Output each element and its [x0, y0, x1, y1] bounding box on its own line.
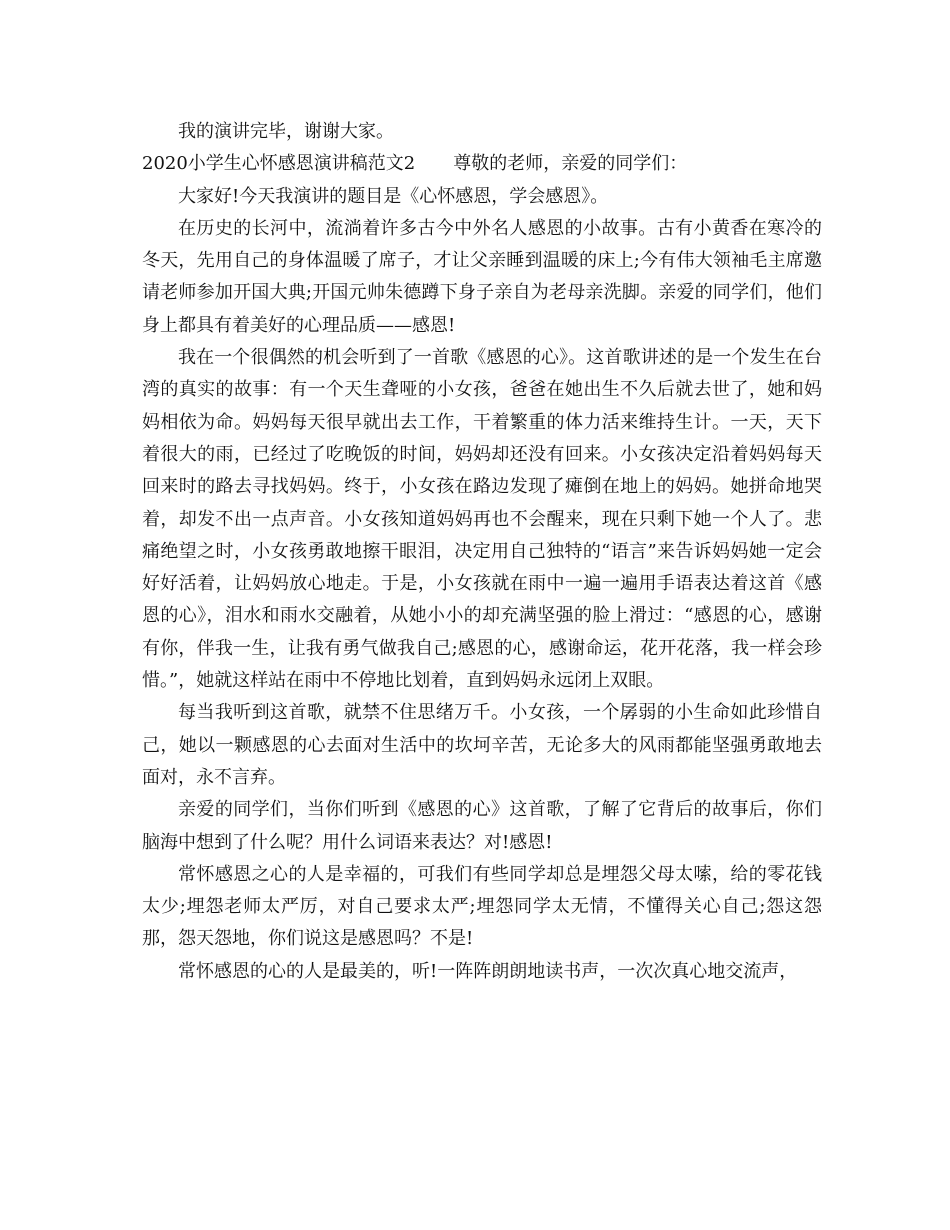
speech-heading-line	[142, 148, 822, 180]
paragraph-question: 亲爱的同学们，当你们听到《感恩的心》这首歌，了解了它背后的故事后，你们脑海中想到了什么呢？用什么词语来表达？对!感恩!	[142, 799, 822, 853]
paragraph-history: 在历史的长河中，流淌着许多古今中外名人感恩的小故事。古有小黄香在寒冷的冬天，先用自己的身体温暖了席子，才让父亲睡到温暖的床上;今有伟大领袖毛主席邀请老师参加开国大典;开国元帅朱德蹲下身子亲自为老母亲洗脚。亲爱的同学们，他们身上都具有着美好的心理品质——感恩!	[142, 217, 822, 336]
paragraph-reflection: 每当我听到这首歌，就禁不住思绪万千。小女孩，一个孱弱的小生命如此珍惜自己，她以一颗感恩的心去面对生活中的坎坷辛苦，无论多大的风雨都能坚强勇敢地去面对，永不言弃。	[142, 702, 822, 788]
document-body	[142, 116, 822, 988]
closing-line: 我的演讲完毕，谢谢大家。	[178, 121, 394, 142]
speech-title: 2020小学生心怀感恩演讲稿范文2	[142, 153, 416, 175]
paragraph-complaints: 常怀感恩之心的人是幸福的，可我们有些同学却总是埋怨父母太嗦，给的零花钱太少;埋怨老师太严厉，对自己要求太严;埋怨同学太无情，不懂得关心自己;怨这怨那，怨天怨地，你们说这是感恩吗？不是!	[142, 863, 822, 950]
speech-greeting: 尊敬的老师，亲爱的同学们：	[453, 153, 688, 175]
paragraph-intro: 大家好!今天我演讲的题目是《心怀感恩，学会感恩》。	[178, 185, 609, 207]
paragraph-song-story: 我在一个很偶然的机会听到了一首歌《感恩的心》。这首歌讲述的是一个发生在台湾的真实的故事：有一个天生聋哑的小女孩，爸爸在她出生不久后就去世了，她和妈妈相依为命。妈妈每天很早就出去工作，干着繁重的体力活来维持生计。一天，天下着很大的雨，已经过了吃晚饭的时间，妈妈却还没有回来。小女孩决定沿着妈妈每天回来时的路去寻找妈妈。终于，小女孩在路边发现了瘫倒在地上的妈妈。她拼命地哭着，却发不出一点声音。小女孩知道妈妈再也不会醒来，现在只剩下她一个人了。悲痛绝望之时，小女孩勇敢地擦干眼泪，决定用自己独特的“语言”来告诉妈妈她一定会好好活着，让妈妈放心地走。于是，小女孩就在雨中一遍一遍用手语表达着这首《感恩的心》，泪水和雨水交融着，从她小小的却充满坚强的脸上滑过：“感恩的心，感谢有你，伴我一生，让我有勇气做我自己;感恩的心，感谢命运，花开花落，我一样会珍惜。”，她就这样站在雨中不停地比划着，直到妈妈永远闭上双眼。	[142, 347, 822, 692]
paragraph-beauty: 常怀感恩的心的人是最美的，听!一阵阵朗朗地读书声，一次次真心地交流声，	[178, 960, 798, 982]
